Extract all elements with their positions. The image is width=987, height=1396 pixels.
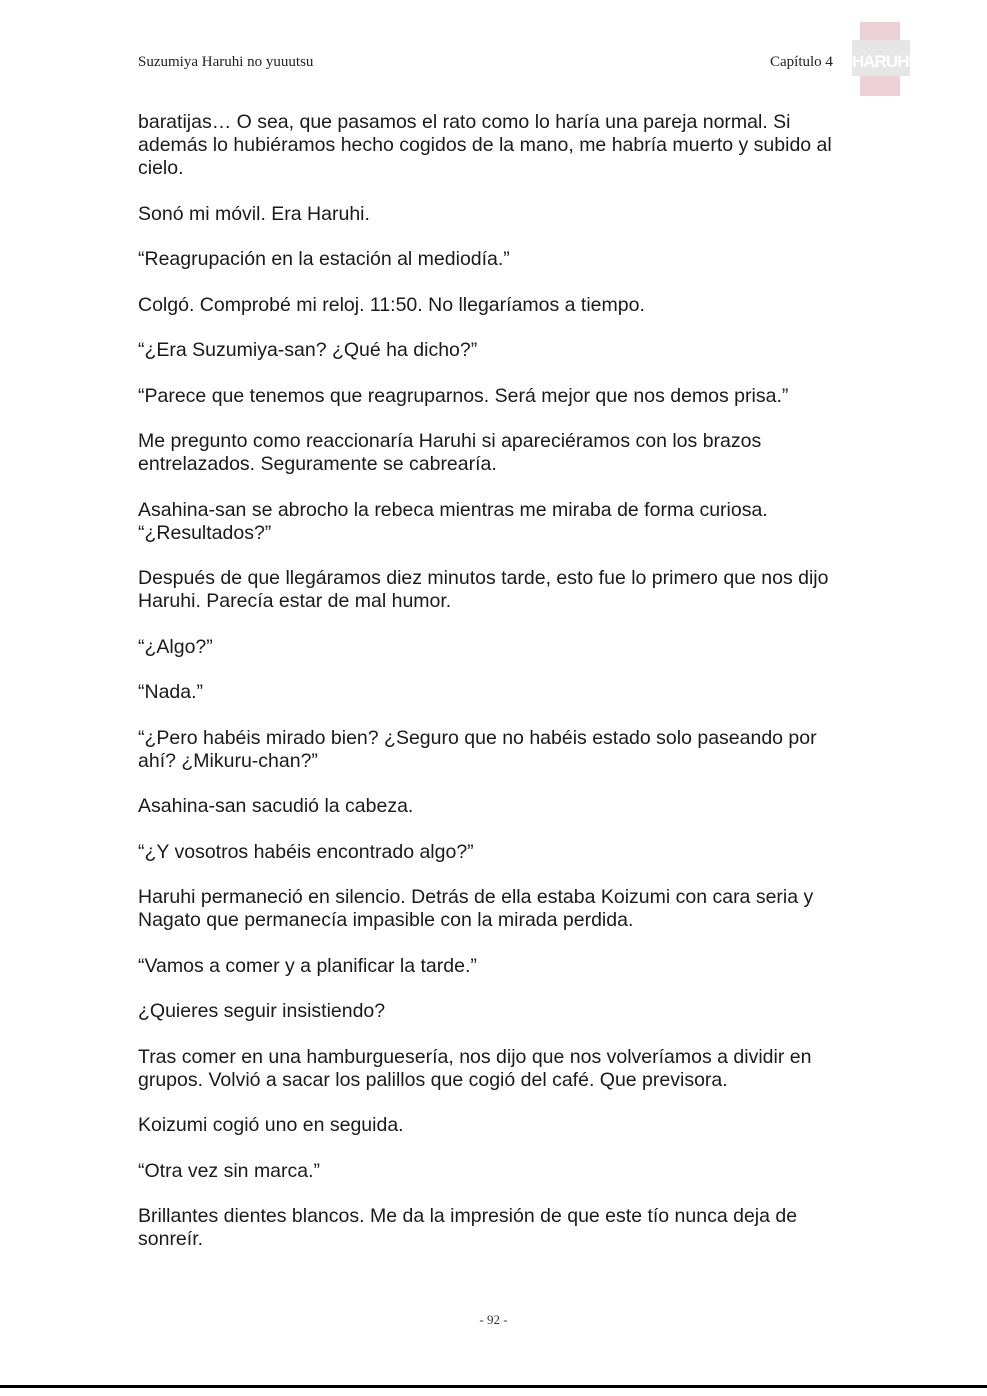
- header-book-title: Suzumiya Haruhi no yuuutsu: [138, 54, 314, 70]
- paragraph: Me pregunto como reaccionaría Haruhi si apareciéramos con los brazos entrelazados. Seguramente se cabrearía.: [138, 430, 762, 475]
- paragraph: “Otra vez sin marca.”: [138, 1159, 321, 1182]
- paragraph: “¿Era Suzumiya-san? ¿Qué ha dicho?”: [138, 339, 478, 361]
- paragraph: Asahina-san se abrocho la rebeca mientras me miraba de forma curiosa. “¿Resultados?”: [138, 498, 768, 544]
- paragraph: Después de que llegáramos diez minutos tarde, esto fue lo primero que nos dijo Haruhi. Parecía estar de mal humor.: [138, 567, 829, 612]
- paragraph: Brillantes dientes blancos. Me da la impresión de que este tío nunca deja de sonreír.: [138, 1205, 798, 1250]
- paragraph: Koizumi cogió uno en seguida.: [138, 1114, 404, 1136]
- paragraph: Asahina-san sacudió la cabeza.: [138, 795, 414, 817]
- haruhi-logo: [852, 22, 913, 96]
- header-chapter: Capítulo 4: [770, 54, 833, 70]
- paragraph: Colgó. Comprobé mi reloj. 11:50. No llegaríamos a tiempo.: [138, 293, 645, 316]
- bottom-rule: [0, 1385, 987, 1388]
- paragraph: “¿Algo?”: [138, 635, 213, 658]
- paragraph: Sonó mi móvil. Era Haruhi.: [138, 202, 370, 225]
- paragraph: ¿Quieres seguir insistiendo?: [138, 1000, 386, 1022]
- body-text: [138, 111, 858, 1274]
- paragraph: “Vamos a comer y a planificar la tarde.”: [138, 954, 477, 977]
- logo-text: HARUHI: [852, 52, 913, 71]
- paragraph: Tras comer en una hamburguesería, nos dijo que nos volveríamos a dividir en grupos. Volvió a sacar los palillos que cogió del café. Que previsora.: [138, 1045, 812, 1091]
- paragraph: “Parece que tenemos que reagruparnos. Será mejor que nos demos prisa.”: [138, 384, 789, 407]
- paragraph: “Nada.”: [138, 681, 204, 703]
- paragraph: “¿Pero habéis mirado bien? ¿Seguro que no habéis estado solo paseando por ahí? ¿Mikuru-chan?”: [138, 726, 817, 772]
- paragraph: “Reagrupación en la estación al mediodía.”: [138, 248, 510, 270]
- paragraph: “¿Y vosotros habéis encontrado algo?”: [138, 840, 474, 863]
- paragraph: Haruhi permaneció en silencio. Detrás de ella estaba Koizumi con cara seria y Nagato que permanecía impasible con la mirada perdida.: [138, 886, 814, 931]
- page-number: - 92 -: [479, 1312, 508, 1327]
- paragraph: baratijas… O sea, que pasamos el rato como lo haría una pareja normal. Si además lo hubiéramos hecho cogidos de la mano, me habría muerto y subido al cielo.: [138, 111, 832, 179]
